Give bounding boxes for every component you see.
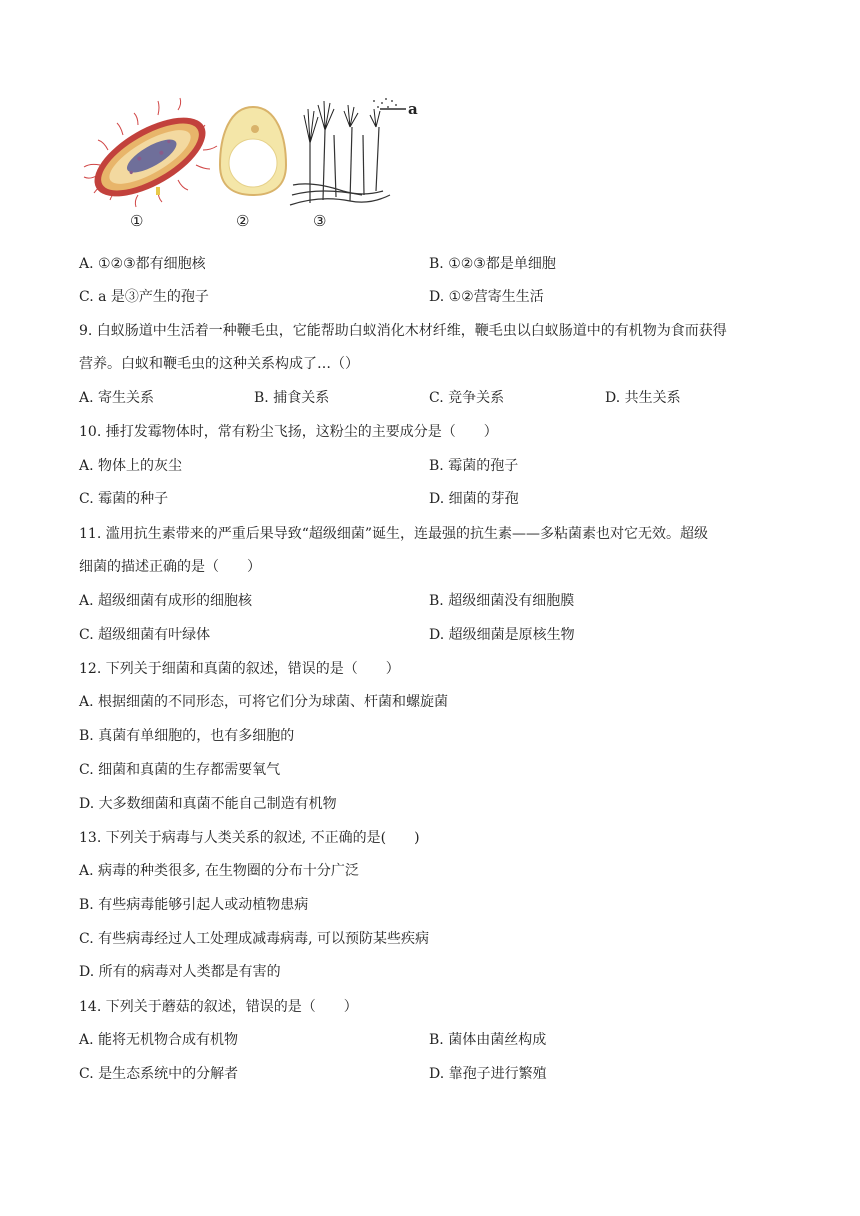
q13-option-a: A. 病毒的种类很多, 在生物圈的分布十分广泛 [79,863,359,879]
q8-option-d: D. ①②营寄生生活 [429,289,544,305]
figure-label-3: ③ [313,212,327,230]
q9-option-d: D. 共生关系 [605,390,681,406]
q11-option-d: D. 超级细菌是原核生物 [429,627,575,643]
q14-option-c: C. 是生态系统中的分解者 [79,1066,239,1082]
q11-option-b: B. 超级细菌没有细胞膜 [429,593,575,609]
q8-option-b: B. ①②③都是单细胞 [429,256,556,272]
figure-label-2: ② [236,212,250,230]
figure-label-1: ① [130,212,144,230]
q10-option-c: C. 霉菌的种子 [79,491,169,507]
q11-option-a: A. 超级细菌有成形的细胞核 [79,593,253,609]
q9-stem-line1: 9. 白蚁肠道中生活着一种鞭毛虫，它能帮助白蚁消化木材纤维，鞭毛虫以白蚁肠道中的有机物为食而获得 [79,323,727,339]
q14-option-a: A. 能将无机物合成有机物 [79,1032,239,1048]
q11-option-c: C. 超级细菌有叶绿体 [79,627,211,643]
q12-stem: 12. 下列关于细菌和真菌的叙述，错误的是（ ） [79,661,400,677]
mold-image [290,98,406,205]
q10-option-b: B. 霉菌的孢子 [429,458,519,474]
q13-option-d: D. 所有的病毒对人类都是有害的 [79,964,281,980]
q8-option-a: A. ①②③都有细胞核 [79,256,206,272]
q11-stem-line2: 细菌的描述正确的是（ ） [79,559,261,575]
q8-option-c: C. a 是③产生的孢子 [79,289,209,305]
q13-option-c: C. 有些病毒经过人工处理成减毒病毒, 可以预防某些疾病 [79,931,430,947]
q14-option-d: D. 靠孢子进行繁殖 [429,1066,547,1082]
q9-option-b: B. 捕食关系 [254,390,330,406]
q13-stem: 13. 下列关于病毒与人类关系的叙述, 不正确的是( ) [79,830,420,846]
q14-stem: 14. 下列关于蘑菇的叙述，错误的是（ ） [79,999,358,1015]
q10-option-a: A. 物体上的灰尘 [79,458,183,474]
bacterium-image [82,98,217,212]
q13-option-b: B. 有些病毒能够引起人或动植物患病 [79,897,309,913]
q9-option-c: C. 竞争关系 [429,390,505,406]
q11-stem-line1: 11. 滥用抗生素带来的严重后果导致“超级细菌”诞生，连最强的抗生素——多粘菌素也对它无效。超级 [79,526,709,542]
q10-stem: 10. 捶打发霉物体时，常有粉尘飞扬，这粉尘的主要成分是（ ） [79,424,498,440]
q9-stem-line2: 营养。白蚁和鞭毛虫的这种关系构成了…（） [79,356,359,372]
yeast-cell-image [220,107,286,195]
q9-option-a: A. 寄生关系 [79,390,155,406]
q14-option-b: B. 菌体由菌丝构成 [429,1032,547,1048]
q12-option-d: D. 大多数细菌和真菌不能自己制造有机物 [79,796,337,812]
q12-option-a: A. 根据细菌的不同形态，可将它们分为球菌、杆菌和螺旋菌 [79,694,449,710]
figure-pointer-label: a [408,100,418,118]
q12-option-b: B. 真菌有单细胞的，也有多细胞的 [79,728,295,744]
q10-option-d: D. 细菌的芽孢 [429,491,519,507]
q12-option-c: C. 细菌和真菌的生存都需要氧气 [79,762,281,778]
